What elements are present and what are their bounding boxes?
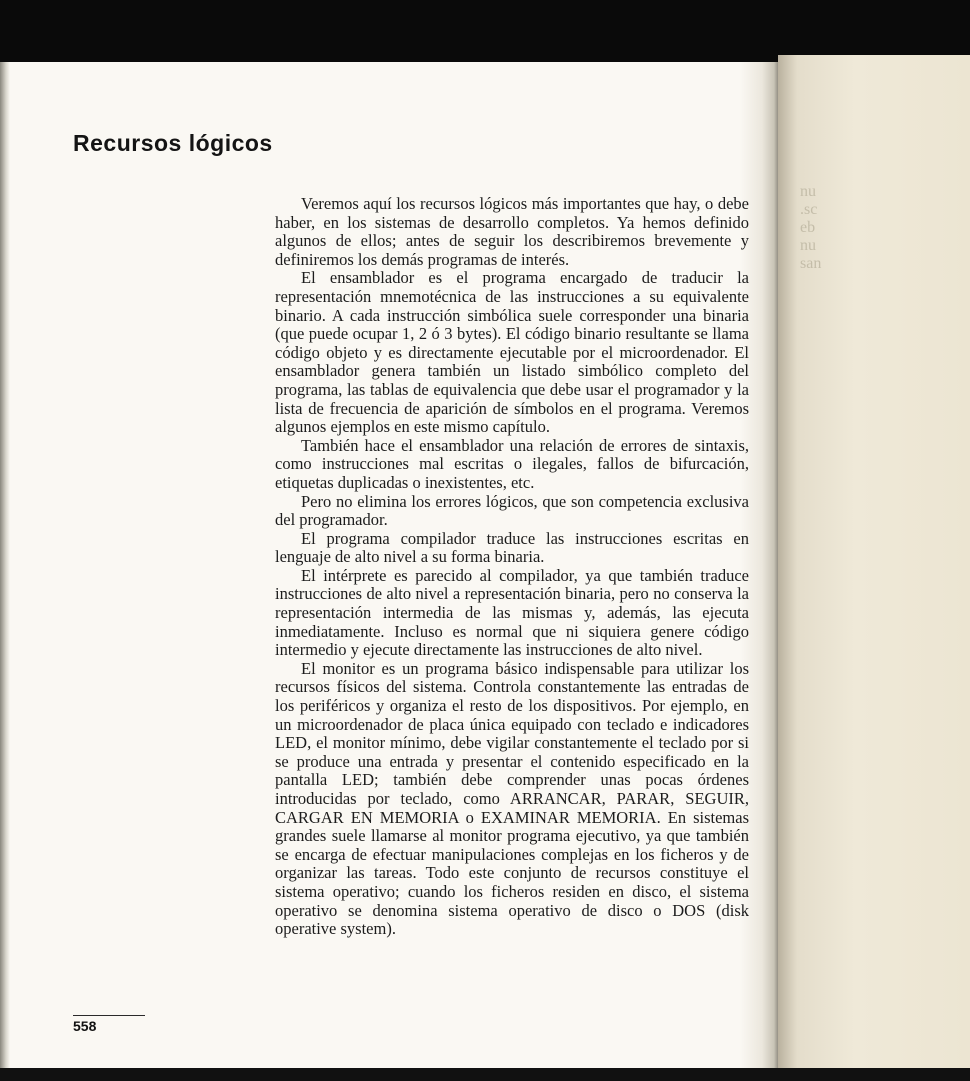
footer-rule [73, 1015, 145, 1016]
bleed-through-text: nu .sc eb nu san [800, 183, 822, 272]
page-number: 558 [73, 1018, 97, 1034]
facing-page [778, 55, 970, 1068]
paragraph: El ensamblador es el programa encargado de traducir la representación mnemotécnica de las instrucciones a su equivalente binario. A cada instrucción simbólica suele corresponder una binaria (que puede ocupar 1, 2 ó 3 bytes). El código binario resultante se llama código objeto y es directamente ejecutable por el microordenador. El ensamblador genera también un listado simbólico completo del programa, las tablas de equivalencia que debe usar el programador y la lista de frecuencia de aparición de símbolos en el programa. Veremos algunos ejemplos en este mismo capítulo. [275, 268, 749, 437]
paragraph: También hace el ensamblador una relación de errores de sintaxis, como instrucciones mal escritas o ilegales, fallos de bifurcación, etiquetas duplicadas o inexistentes, etc. [275, 435, 749, 492]
paragraph: El intérprete es parecido al compilador, ya que también traduce instrucciones de alto nivel a representación binaria, pero no conserva la representación intermedia de las mismas y, además, las ejecuta inmediatamente. Incluso es normal que ni siquiera genere código intermedio y ejecute directamente las instrucciones de alto nivel. [275, 565, 749, 660]
paragraph: El programa compilador traduce las instrucciones escritas en lenguaje de alto nivel a su forma binaria. [275, 528, 749, 567]
body-text [275, 195, 749, 939]
paragraph: Veremos aquí los recursos lógicos más importantes que hay, o debe haber, en los sistemas de desarrollo completos. Ya hemos definido algunos de ellos; antes de seguir los describiremos brevemente y definiremos los demás programas de interés. [275, 194, 749, 269]
page-title: Recursos lógicos [73, 130, 273, 156]
paragraph: El monitor es un programa básico indispensable para utilizar los recursos físicos del sistema. Controla constantemente las entradas de los periféricos y organiza el resto de los dispositivos. Por ejemplo, en un microordenador de placa única equipado con teclado e indicadores LED, el monitor mínimo, debe vigilar constantemente el teclado por si se produce una entrada y presentar el contenido especificado en la pantalla LED; también debe comprender unas pocas órdenes introducidas por teclado, como ARRANCAR, PARAR, SEGUIR, CARGAR EN MEMORIA o EXAMINAR MEMORIA. En sistemas grandes suele llamarse al monitor programa ejecutivo, ya que también se encarga de efectuar manipulaciones complejas en los ficheros y de organizar las tareas. Todo este conjunto de recursos constituye el sistema operativo; cuando los ficheros residen en disco, el sistema operativo se denomina sistema operativo de disco o DOS (disk operative system). [275, 658, 749, 939]
paragraph: Pero no elimina los errores lógicos, que son competencia exclusiva del programador. [275, 491, 749, 530]
page-edge [0, 62, 10, 1068]
scan-border [0, 1068, 970, 1081]
